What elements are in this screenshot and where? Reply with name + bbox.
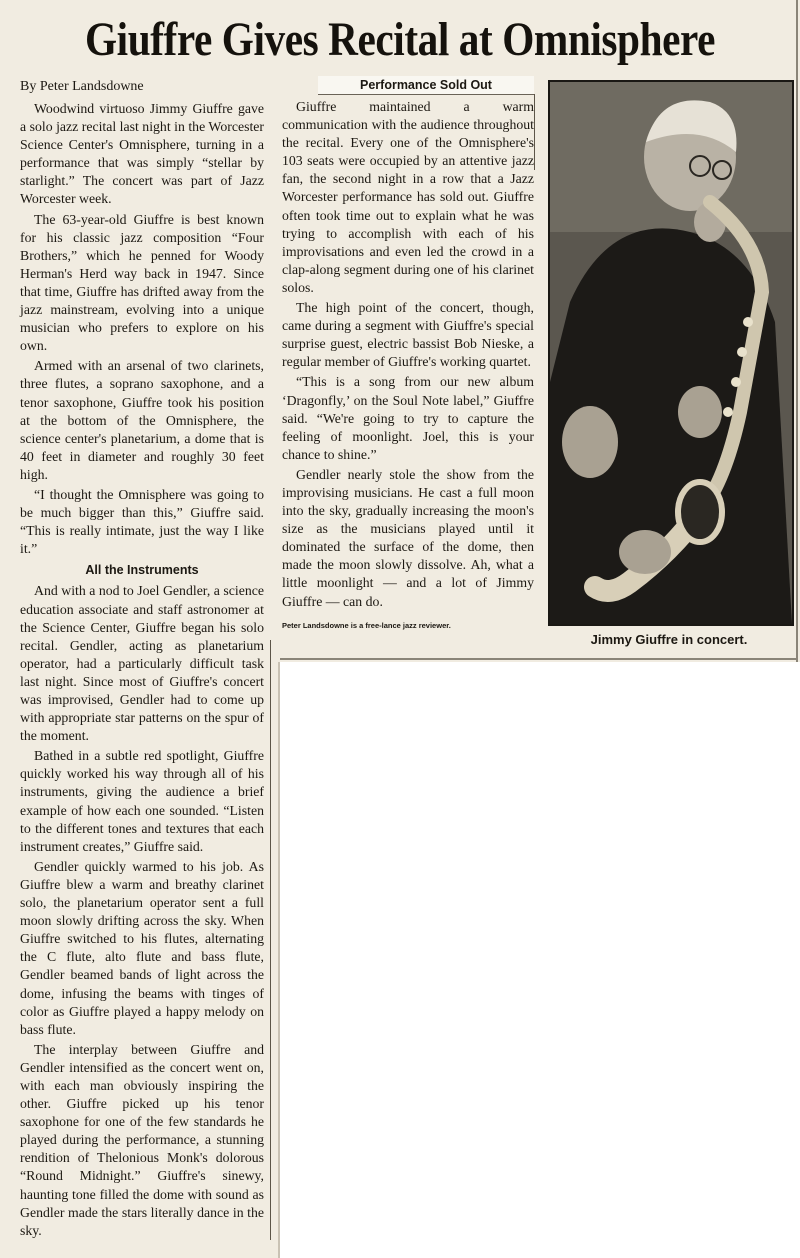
subhead-instruments: All the Instruments [85,563,199,578]
saxophone-player-photo [548,80,794,626]
middle-column [282,98,534,635]
paragraph: And with a nod to Joel Gendler, a science education associate and staff astronomer at the Science Center, Giuffre began his solo recital. Gendler, acting as planetarium operator, had a particularly difficult task last night. Since most of Giuffre's concert was improvised, Gendler had to come up with appropriate star patterns on the spur of the moment. [20,583,264,744]
paragraph: “I thought the Omnisphere was going to be much bigger than this,” Giuffre said. “This is really intimate, just the way I like it.” [20,486,264,557]
paragraph: “This is a song from our new album ‘Dragonfly,’ on the Soul Note label,” Giuffre said. “We're going to try to capture the feeling of moonlight. Joel, this is your chance to shine.” [282,374,534,462]
paragraph: The high point of the concert, though, came during a segment with Giuffre's special surprise guest, electric bassist Bob Nieske, a regular member of Giuffre's working quartet. [282,300,534,370]
byline: By Peter Landsdowne [20,79,144,94]
subhead-performance: Performance Sold Out [318,76,534,95]
column-rule [270,640,271,1240]
paragraph: Woodwind virtuoso Jimmy Giuffre gave a solo jazz recital last night in the Worcester Science Center's Omnisphere, turning in a performance that was simply “stellar by starlight.” The concert was part of Jazz Worcester week. [20,101,264,207]
paragraph: Gendler nearly stole the show from the improvising musicians. He cast a full moon into the sky, gradually increasing the moon's size as the musicians played until it dominated the surface of the dome, then made the moon slowly dissolve. Ah, what a little moonlight — and a lot of Jimmy Giuffre — can do. [282,466,534,609]
headline: Giuffre Gives Recital at Omnisphere [84,13,716,66]
paragraph: The interplay between Giuffre and Gendler intensified as the concert went on, with each man obviously inspiring the other. Giuffre picked up his tenor saxophone for one of the few standards he played during the performance, a stunning rendition of Thelonious Monk's dolorous “Round Midnight.” Giuffre's sinewy, haunting tone filled the dome with sound as Gendler made the stars literally dance in the sky. [20,1041,264,1238]
clipping-edge [796,0,798,662]
paragraph: Bathed in a subtle red spotlight, Giuffre quickly worked his way through all of his instruments, giving the audience a brief example of how each one sounded. “Listen to the different tones and textures that each instrument creates,” Giuffre said. [20,748,264,854]
paragraph: Gendler quickly warmed to his job. As Giuffre blew a warm and breathy clarinet solo, the planetarium operator sent a full moon slowly drifting across the sky. When Giuffre switched to his flutes, alternating the C flute, alto flute and bass flute, Gendler beamed bands of light across the dome, infusing the beams with tinges of color as Giuffre played a happy melody on bass flute. [20,858,264,1037]
author-footnote: Peter Landsdowne is a free-lance jazz reviewer. [282,620,451,630]
saxophone-player-photo [550,82,792,624]
left-column [20,100,264,1242]
photo-caption: Jimmy Giuffre in concert. [590,632,748,647]
paragraph: Giuffre maintained a warm communication with the audience throughout the recital. Every one of the Omnisphere's 103 seats were occupied by an attentive jazz fan, the second night in a row that a Jazz Worcester performance has sold out. Giuffre often took time out to explain what he was trying to accomplish with each of his improvisations and even led the crowd in a clap-along segment during one of his clarinet solos. [282,99,534,295]
paragraph: The 63-year-old Giuffre is best known for his classic jazz composition “Four Brothers,” which he penned for Woody Herman's Herd way back in 1947. Since that time, Giuffre has drifted away from the jazz mainstream, evolving into a unique musician who prefers to explore on his own. [20,211,264,354]
clipping-edge [278,662,280,1258]
paragraph: Armed with an arsenal of two clarinets, three flutes, a soprano saxophone, and a tenor saxophone, Giuffre took his position at the bottom of the Omnisphere, the science center's planetarium, a dome that is 40 feet in diameter and roughly 30 feet high. [20,358,264,482]
column-rule [534,94,535,170]
clipping-edge [280,658,798,660]
